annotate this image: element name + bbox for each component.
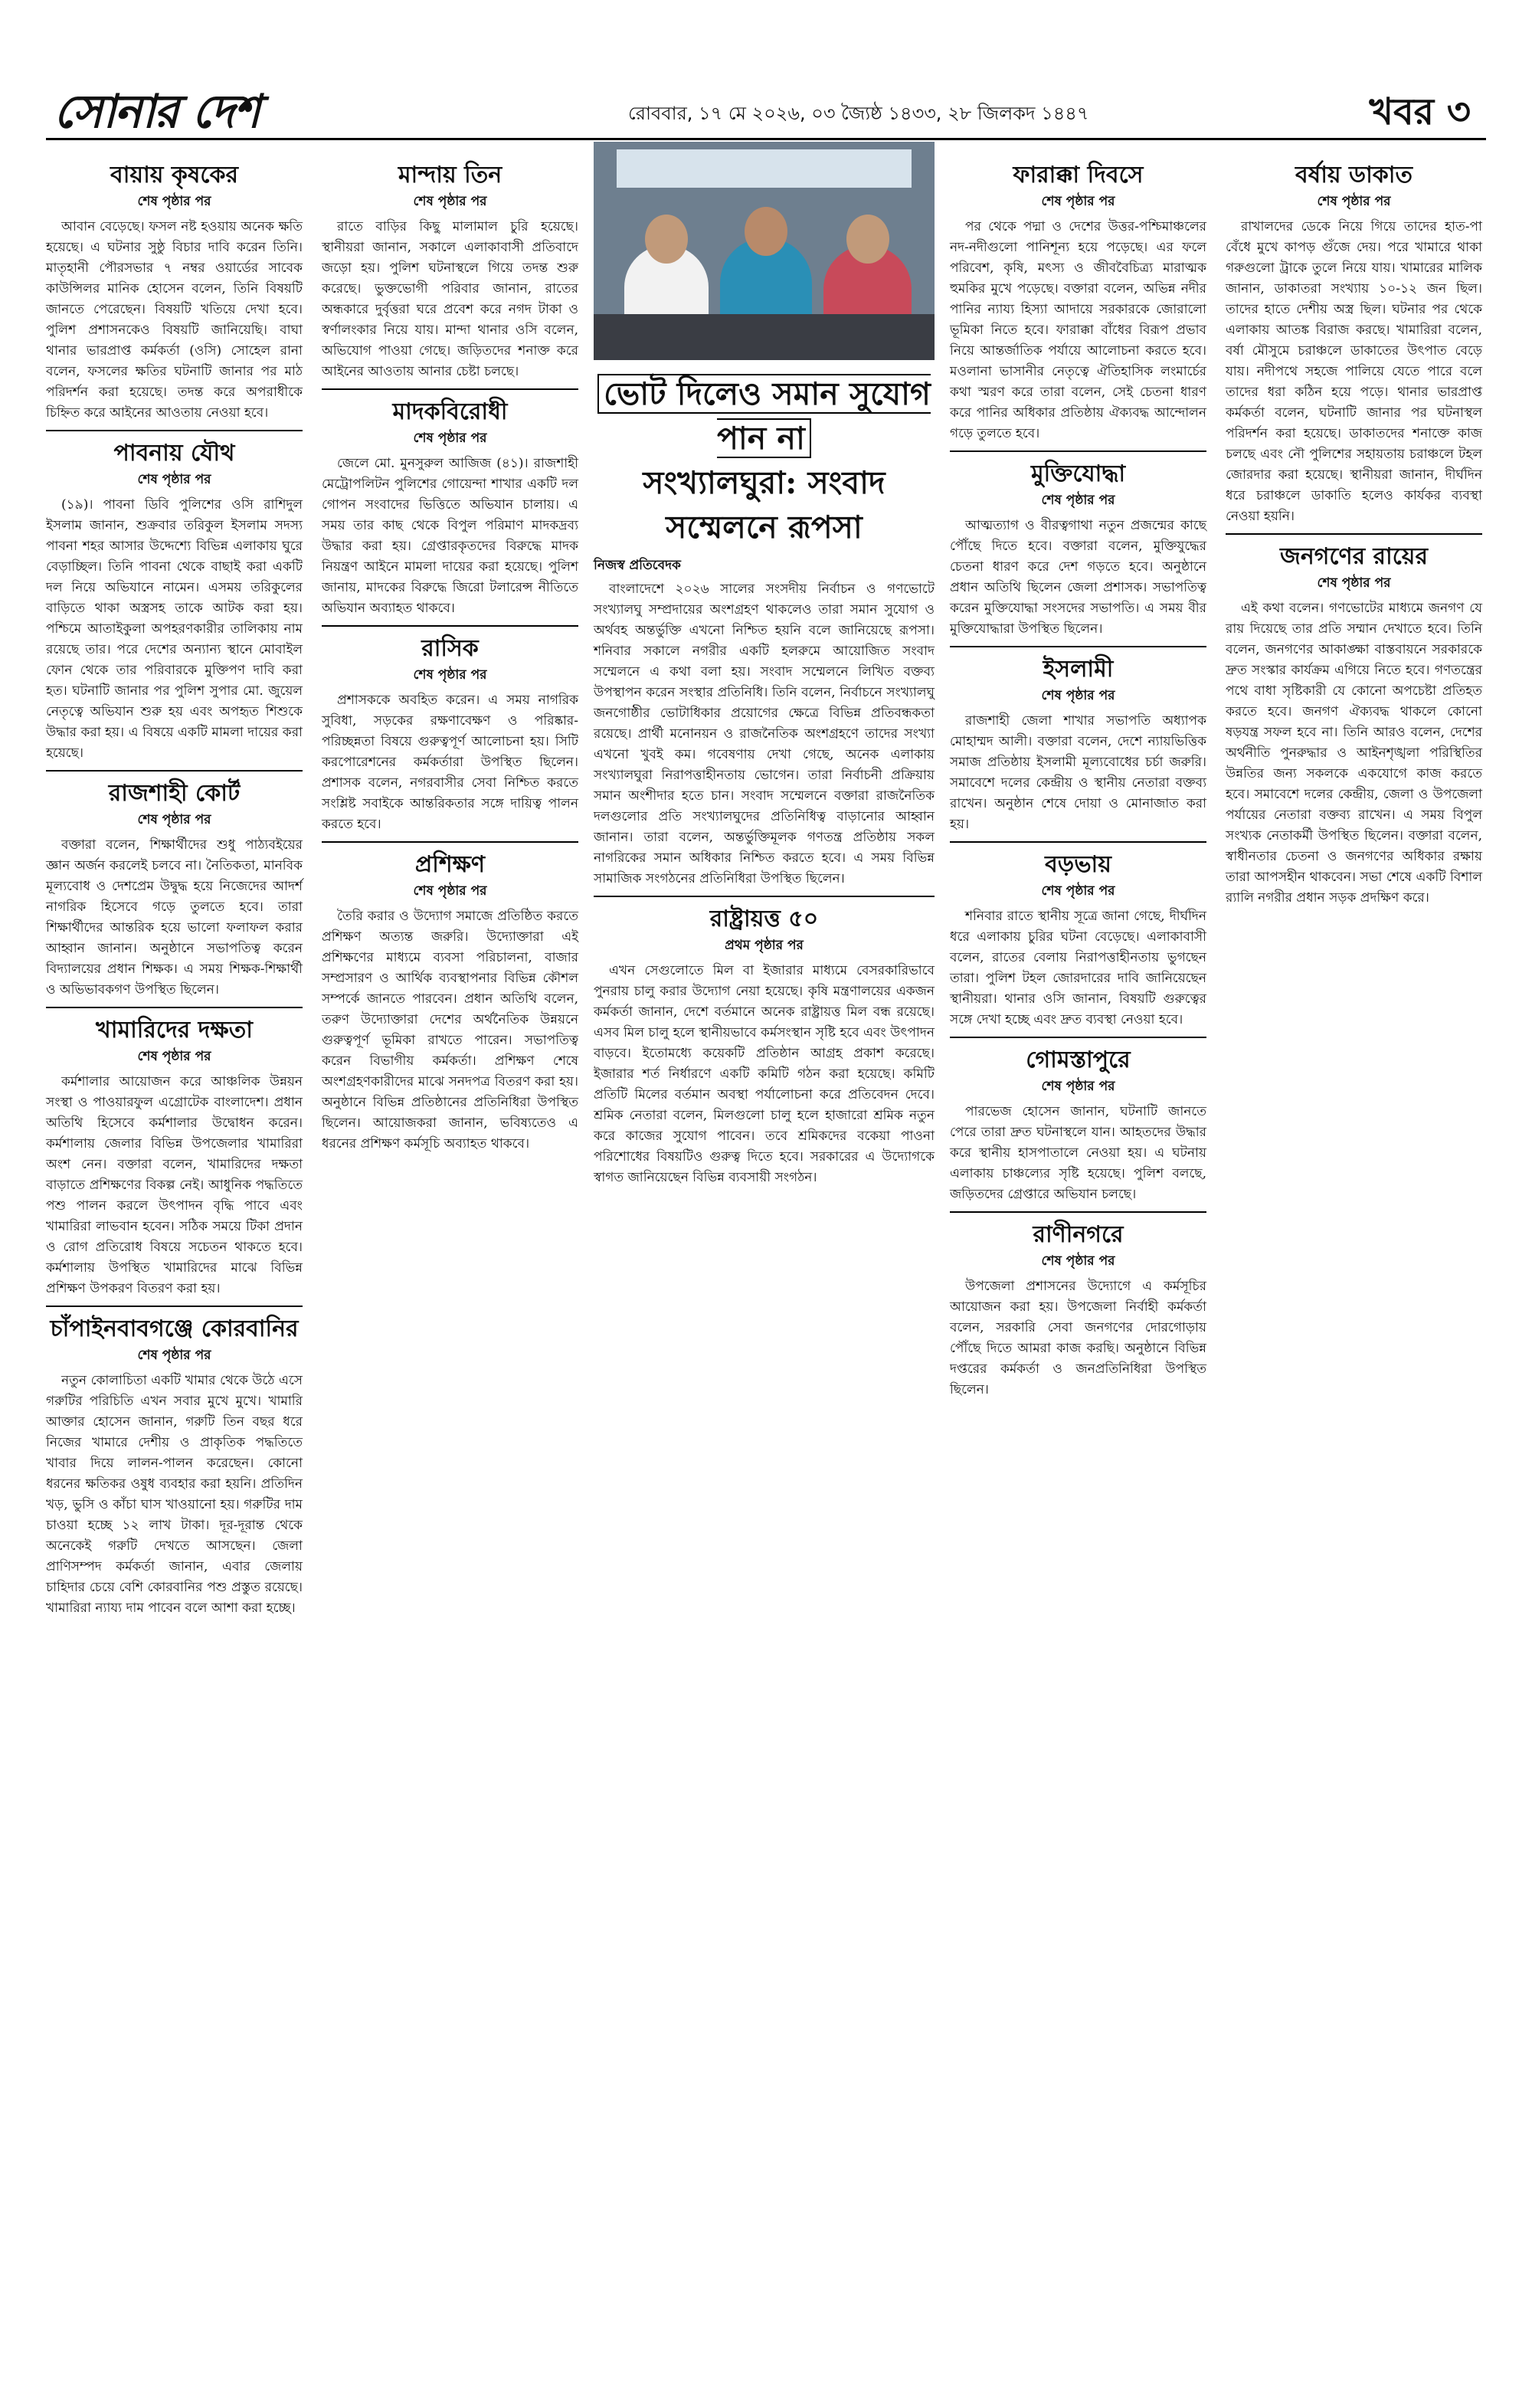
- divider: [322, 841, 578, 843]
- event-banner: [617, 149, 912, 188]
- column-2: [322, 153, 578, 1158]
- continuation-label: শেষ পৃষ্ঠার পর: [1041, 883, 1115, 899]
- article-body: পারভেজ হোসেন জানান, ঘটনাটি জানতে পেরে তারা দ্রুত ঘটনাস্থলে যান। আহতদের উদ্ধার করে স্থানীয় হাসপাতালে নেওয়া হয়। এ ঘটনায় এলাকায় চাঞ্চল্যের সৃষ্টি হয়েছে। পুলিশ বলছে, জড়িতদের গ্রেপ্তারে অভিযান চলছে।: [950, 1104, 1206, 1202]
- continuation-label: শেষ পৃষ্ঠার পর: [137, 472, 211, 487]
- continuation-label: শেষ পৃষ্ঠার পর: [413, 194, 487, 209]
- column-4: [950, 153, 1206, 1404]
- byline: নিজস্ব প্রতিবেদক: [594, 558, 681, 573]
- continuation-label: শেষ পৃষ্ঠার পর: [1041, 1253, 1115, 1269]
- continuation-label: শেষ পৃষ্ঠার পর: [137, 812, 211, 827]
- article-body: আত্মত্যাগ ও বীরত্বগাথা নতুন প্রজন্মের কাছে পৌঁছে দিতে হবে। বক্তারা বলেন, মুক্তিযুদ্ধের চেতনা ধারণ করে দেশ গড়তে হবে। অনুষ্ঠানে প্রধান অতিথি ছিলেন জেলা প্রশাসক। সভাপতিত্ব করেন মুক্তিযোদ্ধা সংসদের সভাপতি। এ সময় বীর মুক্তিযোদ্ধারা উপস্থিত ছিলেন।: [950, 518, 1206, 637]
- article-title: বর্ষায় ডাকাত: [1295, 162, 1413, 188]
- article: [1226, 161, 1482, 527]
- person-head: [846, 215, 889, 264]
- dateline: রোববার, ১৭ মে ২০২৬, ০৩ জ্যৈষ্ঠ ১৪৩৩, ২৮ জিলকদ ১৪৪৭: [628, 103, 1089, 124]
- article-title: রাণীনগরে: [1033, 1221, 1124, 1248]
- divider: [950, 450, 1206, 452]
- divider: [950, 1037, 1206, 1038]
- article-body: রাখালদের ডেকে নিয়ে গিয়ে তাদের হাত-পা বেঁধে মুখে কাপড় গুঁজে দেয়। পরে খামারে থাকা গরুগুলো ট্রাকে তুলে নিয়ে যায়। খামারের মালিক জানান, ডাকাতরা সংখ্যায় ১০-১২ জন ছিল। তাদের হাতে দেশীয় অস্ত্র ছিল। ঘটনার পর থেকে এলাকায় আতঙ্ক বিরাজ করছে। খামারিরা বলেন, বর্ষা মৌসুমে চরাঞ্চলে ডাকাতের উৎপাত বেড়ে যায়। নদীপথে সহজে পালিয়ে যেতে পারে বলে তাদের ধরা কঠিন হয়ে পড়ে। থানার ভারপ্রাপ্ত কর্মকর্তা বলেন, ঘটনাটি জানার পর ঘটনাস্থল পরিদর্শন করা হয়েছে। ডাকাতদের শনাক্তে কাজ চলছে এবং নৌ পুলিশের সহায়তায় চরাঞ্চলে টহল জোরদার করা হয়েছে। স্থানীয়রা জানান, দীর্ঘদিন ধরে চরাঞ্চলে ডাকাতি হলেও কার্যকর ব্যবস্থা নেওয়া হয়নি।: [1226, 219, 1482, 524]
- article-body: নতুন কোলাচিতা একটি খামার থেকে উঠে এসে গরুটির পরিচিতি এখন সবার মুখে মুখে। খামারি আক্তার হোসেন জানান, গরুটি তিন বছর ধরে নিজের খামারে দেশীয় ও প্রাকৃতিক পদ্ধতিতে খাবার দিয়ে লালন-পালন করেছেন। কোনো ধরনের ক্ষতিকর ওষুধ ব্যবহার করা হয়নি। প্রতিদিন খড়, ভুসি ও কাঁচা ঘাস খাওয়ানো হয়। গরুটির দাম চাওয়া হচ্ছে ১২ লাখ টাকা। দূর-দূরান্ত থেকে অনেকেই গরুটি দেখতে আসছেন। জেলা প্রাণিসম্পদ কর্মকর্তা জানান, এবার জেলায় চাহিদার চেয়ে বেশি কোরবানির পশু প্রস্তুত রয়েছে। খামারিরা ন্যায্য দাম পাবেন বলে আশা করা হচ্ছে।: [46, 1373, 303, 1616]
- article-body: বক্তারা বলেন, শিক্ষার্থীদের শুধু পাঠ্যবইয়ের জ্ঞান অর্জন করলেই চলবে না। নৈতিকতা, মানবিক মূল্যবোধ ও দেশপ্রেম উদ্বুদ্ধ হয়ে নিজেদের আদর্শ নাগরিক হিসেবে গড়ে তুলতে হবে। তারা শিক্ষার্থীদের আন্তরিক হয়ে ভালো ফলাফল করার আহ্বান জানান। অনুষ্ঠানে সভাপতিত্ব করেন বিদ্যালয়ের প্রধান শিক্ষক। এ সময় শিক্ষক-শিক্ষার্থী ও অভিভাবকগণ উপস্থিত ছিলেন।: [46, 837, 303, 998]
- divider: [594, 896, 935, 897]
- divider: [322, 388, 578, 390]
- article: [46, 161, 303, 424]
- continuation-label: শেষ পৃষ্ঠার পর: [1041, 688, 1115, 703]
- article-body: শনিবার রাতে স্থানীয় সূত্রে জানা গেছে, দীর্ঘদিন ধরে এলাকায় চুরির ঘটনা বেড়েছে। এলাকাবাসী বলেন, রাতের বেলায় নিরাপত্তাহীনতায় ভুগছেন তারা। পুলিশ টহল জোরদারের দাবি জানিয়েছেন স্থানীয়রা। থানার ওসি জানান, বিষয়টি গুরুত্বের সঙ্গে দেখা হচ্ছে এবং দ্রুত ব্যবস্থা নেওয়া হবে।: [950, 909, 1206, 1027]
- divider: [46, 430, 303, 431]
- article-title: বায়ায় কৃষকের: [110, 162, 238, 188]
- article: [950, 850, 1206, 1030]
- article-title: বড়ভায়: [1045, 851, 1111, 878]
- article-body: এখন সেগুলোতে মিল বা ইজারার মাধ্যমে বেসরকারিভাবে পুনরায় চালু করার উদ্যোগ নেয়া হয়েছে। কৃষি মন্ত্রণালয়ের একজন কর্মকর্তা জানান, দেশে বর্তমানে অনেক রাষ্ট্রায়ত্ত মিল বন্ধ রয়েছে। এসব মিল চালু হলে স্থানীয়ভাবে কর্মসংস্থান সৃষ্টি হবে এবং উৎপাদন বাড়বে। ইতোমধ্যে কয়েকটি প্রতিষ্ঠান আগ্রহ প্রকাশ করেছে। ইজারার শর্ত নির্ধারণে একটি কমিটি গঠন করা হয়েছে। কমিটি প্রতিটি মিলের বর্তমান অবস্থা পর্যালোচনা করে প্রতিবেদন দেবে। শ্রমিক নেতারা বলেন, মিলগুলো চালু হলে হাজারো শ্রমিক নতুন করে কাজের সুযোগ পাবেন। তবে শ্রমিকদের বকেয়া পাওনা পরিশোধের বিষয়টিও গুরুত্ব দিতে হবে। সরকারের এ উদ্যোগকে স্বাগত জানিয়েছেন বিভিন্ন ব্যবসায়ী সংগঠন।: [594, 963, 935, 1185]
- column-1: [46, 153, 303, 1622]
- divider: [322, 625, 578, 627]
- article-title: রাষ্ট্রায়ত্ত ৫০: [709, 906, 819, 932]
- article-body: কর্মশালার আয়োজন করে আঞ্চলিক উন্নয়ন সংস্থা ও পাওয়ারফুল এগ্রোটেক বাংলাদেশ। প্রধান অতিথি হিসেবে কর্মশালার উদ্বোধন করেন। কর্মশালায় জেলার বিভিন্ন উপজেলার খামারিরা অংশ নেন। বক্তারা বলেন, খামারিদের দক্ষতা বাড়াতে প্রশিক্ষণের বিকল্প নেই। আধুনিক পদ্ধতিতে পশু পালন করলে উৎপাদন বৃদ্ধি পাবে এবং খামারিরা লাভবান হবেন। সঠিক সময়ে টিকা প্রদান ও রোগ প্রতিরোধ বিষয়ে সচেতন থাকতে হবে। কর্মশালায় উপস্থিত খামারিদের মাঝে বিভিন্ন প্রশিক্ষণ উপকরণ বিতরণ করা হয়।: [46, 1074, 303, 1296]
- article-body: রাজশাহী জেলা শাখার সভাপতি অধ্যাপক মোহাম্মদ আলী। বক্তারা বলেন, দেশে ন্যায়ভিত্তিক সমাজ প্রতিষ্ঠায় ইসলামী মূল্যবোধের চর্চা জরুরি। সমাবেশে দলের কেন্দ্রীয় ও স্থানীয় নেতারা বক্তব্য রাখেন। অনুষ্ঠান শেষে দোয়া ও মোনাজাত করা হয়।: [950, 713, 1206, 832]
- article: [46, 1315, 303, 1619]
- lead-headline: [594, 372, 935, 549]
- newspaper-logo: সোনার দেশ: [54, 85, 259, 139]
- article-title: মুক্তিযোদ্ধা: [1030, 460, 1126, 487]
- continuation-label: প্রথম পৃষ্ঠার পর: [725, 938, 804, 953]
- continuation-label: শেষ পৃষ্ঠার পর: [137, 1049, 211, 1064]
- article-body: এই কথা বলেন। গণভোটের মাধ্যমে জনগণ যে রায় দিয়েছে তার প্রতি সম্মান দেখাতে হবে। তিনি বলেন, জনগণের আকাঙ্ক্ষা বাস্তবায়নে সরকারকে দ্রুত সংস্কার কার্যক্রম এগিয়ে নিতে হবে। গণতন্ত্রের পথে বাধা সৃষ্টিকারী যে কোনো অপচেষ্টা প্রতিহত করতে হবে। জনগণ ঐক্যবদ্ধ থাকলে কোনো ষড়যন্ত্র সফল হবে না। তিনি আরও বলেন, দেশের অর্থনীতি পুনরুদ্ধার ও আইনশৃঙ্খলা পরিস্থিতির উন্নতির জন্য সকলকে একযোগে কাজ করতে হবে। সমাবেশে দলের কেন্দ্রীয়, জেলা ও উপজেলা পর্যায়ের নেতারা বক্তব্য রাখেন। এ সময় বিপুল সংখ্যক নেতাকর্মী উপস্থিত ছিলেন। বক্তারা বলেন, স্বাধীনতার চেতনা ও জনগণের অধিকার রক্ষায় তারা আপসহীন থাকবেন। সভা শেষে একটি বিশাল র‌্যালি নগরীর প্রধান সড়ক প্রদক্ষিণ করে।: [1226, 601, 1482, 906]
- divider: [950, 1211, 1206, 1213]
- divider: [46, 1007, 303, 1008]
- article-body: উপজেলা প্রশাসনের উদ্যোগে এ কর্মসূচির আয়োজন করা হয়। উপজেলা নির্বাহী কর্মকর্তা বলেন, সরকারি সেবা জনগণের দোরগোড়ায় পৌঁছে দিতে আমরা কাজ করছি। অনুষ্ঠানে বিভিন্ন দপ্তরের কর্মকর্তা ও জনপ্রতিনিধিরা উপস্থিত ছিলেন।: [950, 1279, 1206, 1397]
- divider: [1226, 533, 1482, 535]
- article: [950, 655, 1206, 835]
- article-title: ফারাক্কা দিবসে: [1013, 162, 1144, 188]
- continuation-label: শেষ পৃষ্ঠার পর: [1317, 575, 1391, 591]
- article-title: গোমস্তাপুরে: [1026, 1047, 1131, 1073]
- continuation-label: শেষ পৃষ্ঠার পর: [1041, 1079, 1115, 1094]
- continuation-label: শেষ পৃষ্ঠার পর: [413, 883, 487, 899]
- divider: [950, 841, 1206, 843]
- lead-headline-boxed: ভোট দিলেও সমান সুযোগ পান না: [597, 374, 931, 458]
- continuation-label: শেষ পৃষ্ঠার পর: [413, 667, 487, 683]
- article-title: রাজশাহী কোর্ট: [108, 780, 241, 807]
- continuation-label: শেষ পৃষ্ঠার পর: [137, 1348, 211, 1363]
- article: [950, 460, 1206, 640]
- article-title: মাদকবিরোধী: [392, 398, 508, 425]
- continuation-label: শেষ পৃষ্ঠার পর: [137, 194, 211, 209]
- article-body: (১৯)। পাবনা ডিবি পুলিশের ওসি রাশিদুল ইসলাম জানান, শুক্রবার তরিকুল ইসলাম সদস্য পাবনা শহর আসার উদ্দেশ্যে বিভিন্ন এলাকায় ঘুরে বেড়াচ্ছিল। তিনি পাবনা থেকে বাছাই করা একটি দল নিয়ে অভিযানে নামেন। এসময় তরিকুলের বাড়িতে থাকা অস্ত্রসহ তাকে আটক করা হয়। পশ্চিমে আতাইকুলা অপহরণকারীর তালিকায় নাম রয়েছে তার। পরে দেশের অন্যান্য স্থানে মোবাইল ফোন থেকে তার পরিবারকে মুক্তিপণ দাবি করা হত। ঘটনাটি জানার পর পুলিশ সুপার মো. জুয়েল নেতৃত্বে অভিযান শুরু হয় এবং অপহৃত শিশুকে উদ্ধার করা হয়। এ বিষয়ে একটি মামলা দায়ের করা হয়েছে।: [46, 497, 303, 761]
- person-head: [645, 215, 688, 264]
- article-body: রাতে বাড়ির কিছু মালামাল চুরি হয়েছে। স্থানীয়রা জানান, সকালে এলাকাবাসী প্রতিবাদে জড়ো হয়। পুলিশ ঘটনাস্থলে গিয়ে তদন্ত শুরু করেছে। ভুক্তভোগী পরিবার জানান, রাতের অন্ধকারে দুর্বৃত্তরা ঘরে প্রবেশ করে নগদ টাকা ও স্বর্ণালংকার নিয়ে যায়। মান্দা থানার ওসি বলেন, অভিযোগ পাওয়া গেছে। জড়িতদের শনাক্ত করে আইনের আওতায় আনার চেষ্টা চলছে।: [322, 219, 578, 379]
- article-title: ইসলামী: [1043, 656, 1114, 683]
- article: [322, 161, 578, 382]
- article: [46, 779, 303, 1001]
- article-body: জেলে মো. মুনসুরুল আজিজ (৪১)। রাজশাহী মেট্রোপলিটন পুলিশের গোয়েন্দা শাখার একটি দল গোপন সংবাদের ভিত্তিতে অভিযান চালায়। এ সময় তার কাছ থেকে বিপুল পরিমাণ মাদকদ্রব্য উদ্ধার করা হয়। গ্রেপ্তারকৃতদের বিরুদ্ধে মাদক নিয়ন্ত্রণ আইনে মামলা দায়ের করা হয়েছে। পুলিশ জানায়, মাদকের বিরুদ্ধে জিরো টলারেন্স নীতিতে অভিযান অব্যাহত থাকবে।: [322, 456, 578, 616]
- article-title: মান্দায় তিন: [398, 162, 502, 188]
- article-title: খামারিদের দক্ষতা: [96, 1017, 253, 1043]
- article: [46, 1016, 303, 1299]
- column-5: [1226, 153, 1482, 912]
- conference-table: [594, 314, 935, 360]
- article-body: প্রশাসককে অবহিত করেন। এ সময় নাগরিক সুবিধা, সড়কের রক্ষণাবেক্ষণ ও পরিষ্কার-পরিচ্ছন্নতা বিষয়ে গুরুত্বপূর্ণ আলোচনা হয়। সিটি করপোরেশনের কর্মকর্তারা উপস্থিত ছিলেন। প্রশাসক বলেন, নগরবাসীর সেবা নিশ্চিত করতে সংশ্লিষ্ট সবাইকে আন্তরিকতার সঙ্গে দায়িত্ব পালন করতে হবে।: [322, 693, 578, 832]
- article: [950, 1046, 1206, 1205]
- lead-article: [594, 372, 935, 1191]
- divider: [46, 770, 303, 772]
- divider: [950, 646, 1206, 647]
- lead-body: বাংলাদেশে ২০২৬ সালের সংসদীয় নির্বাচন ও গণভোটে সংখ্যালঘু সম্প্রদায়ের অংশগ্রহণ থাকলেও তারা সমান সুযোগ ও অর্থবহ অন্তর্ভুক্তি এখনো নিশ্চিত হয়নি বলে জানিয়েছে রূপসা। শনিবার সকালে নগরীর একটি হলরুমে আয়োজিত সংবাদ সম্মেলনে এ কথা বলা হয়। সংবাদ সম্মেলনে লিখিত বক্তব্য উপস্থাপন করেন সংস্থার প্রতিনিধি। তিনি বলেন, নির্বাচনে সংখ্যালঘু জনগোষ্ঠীর ভোটাধিকার প্রয়োগের ক্ষেত্রে বিভিন্ন প্রতিবন্ধকতা রয়েছে। প্রার্থী মনোনয়ন ও রাজনৈতিক অংশগ্রহণে তাদের সংখ্যা এখনো খুবই কম। গবেষণায় দেখা গেছে, অনেক এলাকায় সংখ্যালঘুরা নিরাপত্তাহীনতায় ভোগেন। তারা নির্বাচনী প্রক্রিয়ায় সমান অংশীদার হতে চান। সংবাদ সম্মেলনে বক্তারা রাজনৈতিক দলগুলোর প্রতি সংখ্যালঘুদের প্রতিনিধিত্ব বাড়ানোর আহ্বান জানান। তারা বলেন, অন্তর্ভুক্তিমূলক গণতন্ত্র প্রতিষ্ঠায় সকল নাগরিকের সমান অধিকার নিশ্চিত করতে হবে। এ সময় বিভিন্ন সামাজিক সংগঠনের প্রতিনিধিরা উপস্থিত ছিলেন।: [594, 582, 935, 886]
- article-title: প্রশিক্ষণ: [414, 851, 486, 878]
- article: [46, 439, 303, 764]
- page-section-label: খবর ৩: [1369, 90, 1471, 133]
- article-body: তৈরি করার ও উদ্যোগ সমাজে প্রতিষ্ঠিত করতে প্রশিক্ষণ অত্যন্ত জরুরি। উদ্যোক্তারা এই প্রশিক্ষণের মাধ্যমে ব্যবসা পরিচালনা, বাজার সম্প্রসারণ ও আর্থিক ব্যবস্থাপনার বিভিন্ন কৌশল সম্পর্কে জানতে পারবেন। প্রধান অতিথি বলেন, তরুণ উদ্যোক্তারা দেশের অর্থনৈতিক উন্নয়নে গুরুত্বপূর্ণ ভূমিকা রাখতে পারেন। সভাপতিত্ব করেন বিভাগীয় কর্মকর্তা। প্রশিক্ষণ শেষে অংশগ্রহণকারীদের মাঝে সনদপত্র বিতরণ করা হয়। অনুষ্ঠানে বিভিন্ন প্রতিষ্ঠানের প্রতিনিধিরা উপস্থিত ছিলেন। আয়োজকরা জানান, ভবিষ্যতেও এ ধরনের প্রশিক্ষণ কর্মসূচি অব্যাহত থাকবে।: [322, 909, 578, 1152]
- article: [1226, 542, 1482, 909]
- article-body: আবান বেড়েছে। ফসল নষ্ট হওয়ায় অনেক ক্ষতি হয়েছে। এ ঘটনার সুষ্ঠু বিচার দাবি করেন তিনি। মাতৃহানী পৌরসভার ৭ নম্বর ওয়ার্ডের সাবেক কাউন্সিলর মানিক হোসেন বলেন, তিনি বিষয়টি জানতে পেরেছেন। বিষয়টি খতিয়ে দেখা হবে। পুলিশ প্রশাসনকেও বিষয়টি জানিয়েছি। বাঘা থানার ভারপ্রাপ্ত কর্মকর্তা (ওসি) সোহেল রানা বলেন, ফসলের ক্ষতির ঘটনাটি জানার পর মাঠ পরিদর্শন করা হয়েছে। তদন্ত করে অপরাধীকে চিহ্নিত করে আইনের আওতায় নেওয়া হবে।: [46, 219, 303, 421]
- article: [950, 161, 1206, 444]
- divider: [46, 1306, 303, 1307]
- article-title: পাবনায় যৌথ: [113, 440, 235, 467]
- continuation-label: শেষ পৃষ্ঠার পর: [1317, 194, 1391, 209]
- article-title: রাসিক: [421, 635, 479, 662]
- continuation-label: শেষ পৃষ্ঠার পর: [413, 431, 487, 446]
- continuation-label: শেষ পৃষ্ঠার পর: [1041, 493, 1115, 508]
- lead-headline-rest: সংখ্যালঘুরা: সংবাদ সম্মেলনে রূপসা: [643, 464, 885, 545]
- person-head: [745, 207, 787, 256]
- article-title: চাঁপাইনবাবগঞ্জে কোরবানির: [50, 1315, 299, 1342]
- article: [322, 398, 578, 619]
- press-conference-photo: [594, 142, 935, 360]
- article-body: পর থেকে পদ্মা ও দেশের উত্তর-পশ্চিমাঞ্চলের নদ-নদীগুলো পানিশূন্য হয়ে পড়েছে। এর ফলে পরিবেশ, কৃষি, মৎস্য ও জীববৈচিত্র্য মারাত্মক হুমকির মুখে পড়েছে। বক্তারা বলেন, অভিন্ন নদীর পানির ন্যায্য হিস্যা আদায়ে সরকারকে জোরালো ভূমিকা নিতে হবে। ফারাক্কা বাঁধের বিরূপ প্রভাব নিয়ে আন্তর্জাতিক পর্যায়ে আলোচনা করতে হবে। মওলানা ভাসানীর নেতৃত্বে ঐতিহাসিক লংমার্চের কথা স্মরণ করে তারা বলেন, সেই চেতনা ধারণ করে পানির অধিকার প্রতিষ্ঠায় ঐক্যবদ্ধ আন্দোলন গড়ে তুলতে হবে।: [950, 219, 1206, 441]
- article: [950, 1220, 1206, 1401]
- article: [322, 850, 578, 1155]
- article: [322, 634, 578, 835]
- masthead: [46, 77, 1486, 140]
- article-title: জনগণের রায়ের: [1280, 543, 1428, 570]
- continuation-label: শেষ পৃষ্ঠার পর: [1041, 194, 1115, 209]
